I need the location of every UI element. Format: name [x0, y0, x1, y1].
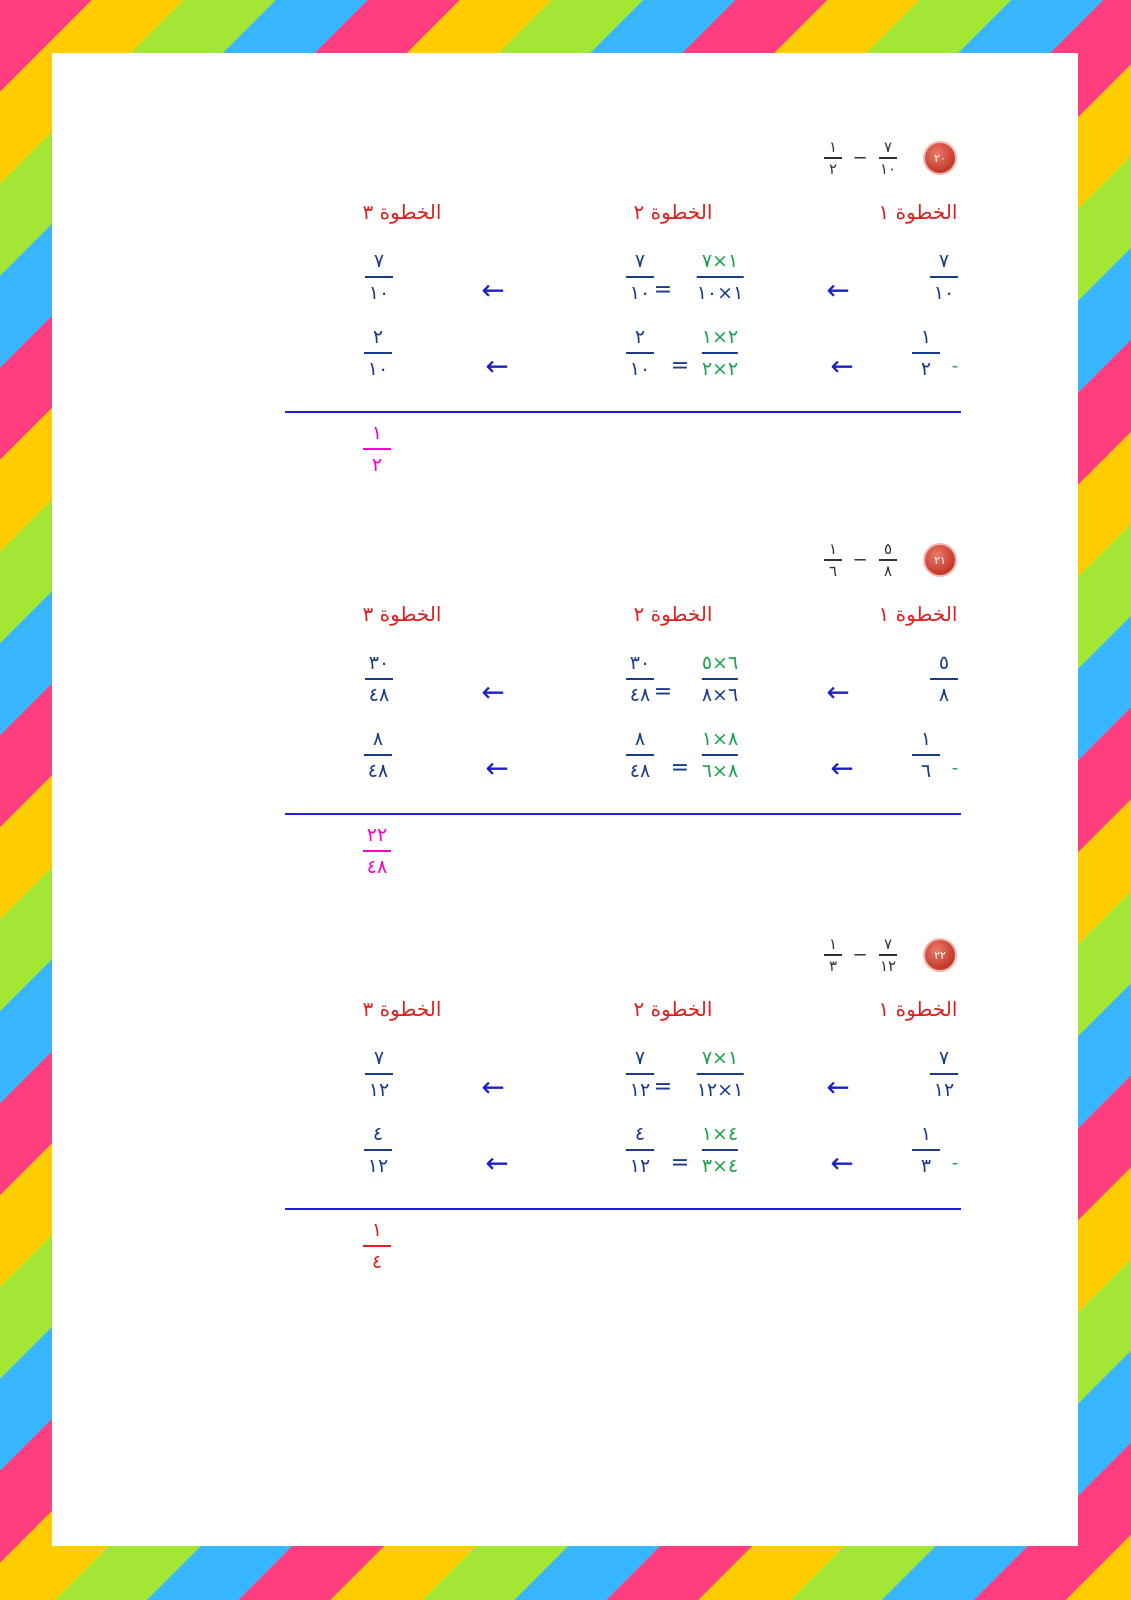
- row2-step2-multiplier: ٢×١ ٢×٢: [701, 326, 739, 380]
- row2-step1-fraction: ١ ٢: [912, 324, 940, 382]
- row1-arrow-2: ←: [481, 273, 505, 307]
- problem-block-1: [0, 128, 1131, 508]
- row1-step3-fraction: ٧ ١٠: [365, 248, 393, 306]
- row2-step2-fraction: ٤ ١٢: [626, 1121, 654, 1179]
- row2-arrow-2: ←: [485, 1146, 509, 1180]
- row1-step2-multiplier: ٦×٥ ٦×٨: [701, 652, 739, 706]
- step3-label: الخطوة ٣: [362, 602, 442, 626]
- row2-step3-fraction: ٤ ١٢: [364, 1121, 392, 1179]
- row2-equals: =: [670, 755, 690, 781]
- header-operator: −: [852, 944, 868, 966]
- step1-label: الخطوة ١: [878, 997, 958, 1021]
- row1-arrow-1: ←: [826, 675, 850, 709]
- row1-equals: =: [653, 1074, 673, 1100]
- row2-step2-multiplier: ٤×١ ٤×٣: [701, 1123, 739, 1177]
- row2-arrow-1: ←: [830, 1146, 854, 1180]
- row1-step3-fraction: ٣٠ ٤٨: [365, 650, 393, 708]
- row2-step2-fraction: ٨ ٤٨: [626, 726, 654, 784]
- sum-rule-line: [285, 1208, 961, 1210]
- row1-step2-multiplier: ١×٧ ١×١٠: [696, 250, 744, 304]
- problem-block-2: [0, 530, 1131, 910]
- row2-step3-fraction: ٢ ١٠: [364, 324, 392, 382]
- step2-label: الخطوة ٢: [633, 602, 713, 626]
- sum-rule-line: [285, 411, 961, 413]
- header-fraction-left: ١ ٦: [824, 540, 842, 580]
- problem-number-badge: ٢٢: [925, 940, 955, 970]
- answer-fraction: ٢٢ ٤٨: [363, 822, 391, 880]
- sum-rule-line: [285, 813, 961, 815]
- header-operator: −: [852, 147, 868, 169]
- row1-step2-multiplier: ١×٧ ١×١٢: [696, 1047, 744, 1101]
- answer-fraction: ١ ٢: [363, 420, 391, 478]
- row2-arrow-1: ←: [830, 751, 854, 785]
- step1-label: الخطوة ١: [878, 602, 958, 626]
- step1-label: الخطوة ١: [878, 200, 958, 224]
- row2-equals: =: [670, 1150, 690, 1176]
- row2-step1-fraction: ١ ٦: [912, 726, 940, 784]
- header-fraction-right: ٧ ١٢: [879, 935, 897, 975]
- row2-step1-fraction: ١ ٣: [912, 1121, 940, 1179]
- row2-arrow-2: ←: [485, 349, 509, 383]
- header-fraction-left: ١ ٢: [824, 138, 842, 178]
- answer-fraction: ١ ٤: [363, 1217, 391, 1275]
- row2-arrow-2: ←: [485, 751, 509, 785]
- row2-arrow-1: ←: [830, 349, 854, 383]
- row1-step1-fraction: ٧ ١٠: [930, 248, 958, 306]
- step3-label: الخطوة ٣: [362, 997, 442, 1021]
- row2-minus: -: [951, 355, 959, 377]
- step2-label: الخطوة ٢: [633, 200, 713, 224]
- row1-arrow-2: ←: [481, 1070, 505, 1104]
- problem-number-badge: ٢٠: [925, 143, 955, 173]
- row1-equals: =: [653, 277, 673, 303]
- row1-step2-fraction: ٣٠ ٤٨: [626, 650, 654, 708]
- row1-arrow-1: ←: [826, 1070, 850, 1104]
- header-fraction-left: ١ ٣: [824, 935, 842, 975]
- header-fraction-right: ٥ ٨: [879, 540, 897, 580]
- row2-minus: -: [951, 1152, 959, 1174]
- row1-equals: =: [653, 679, 673, 705]
- row1-arrow-2: ←: [481, 675, 505, 709]
- row1-step1-fraction: ٧ ١٢: [930, 1045, 958, 1103]
- row2-step3-fraction: ٨ ٤٨: [364, 726, 392, 784]
- row1-step2-fraction: ٧ ١٢: [626, 1045, 654, 1103]
- step2-label: الخطوة ٢: [633, 997, 713, 1021]
- row1-step3-fraction: ٧ ١٢: [365, 1045, 393, 1103]
- row2-equals: =: [670, 353, 690, 379]
- row1-arrow-1: ←: [826, 273, 850, 307]
- step3-label: الخطوة ٣: [362, 200, 442, 224]
- row2-step2-fraction: ٢ ١٠: [626, 324, 654, 382]
- header-operator: −: [852, 549, 868, 571]
- problem-block-3: [0, 925, 1131, 1305]
- header-fraction-right: ٧ ١٠: [879, 138, 897, 178]
- row2-minus: -: [951, 757, 959, 779]
- problem-number-badge: ٢١: [925, 545, 955, 575]
- row2-step2-multiplier: ٨×١ ٨×٦: [701, 728, 739, 782]
- row1-step1-fraction: ٥ ٨: [930, 650, 958, 708]
- row1-step2-fraction: ٧ ١٠: [626, 248, 654, 306]
